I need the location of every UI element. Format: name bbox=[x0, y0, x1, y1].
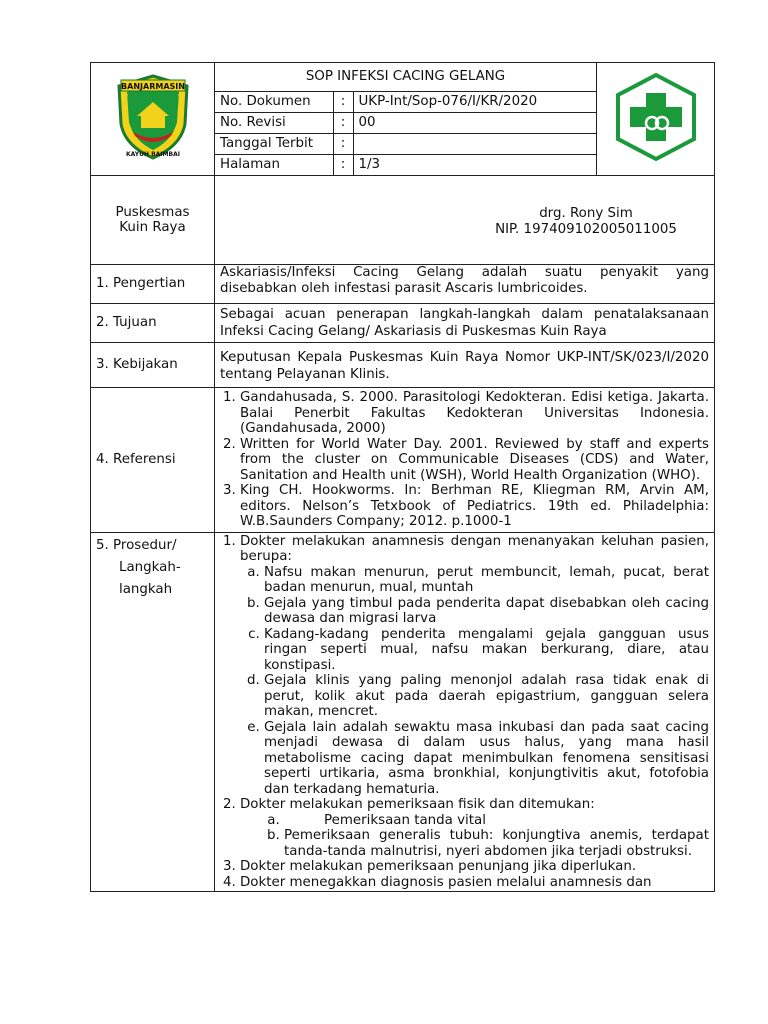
emblem-top-text: BANJARMASIN bbox=[120, 81, 185, 91]
anamnesis-list bbox=[240, 565, 709, 798]
header-info-cell bbox=[215, 63, 597, 176]
section-label: 4. Referensi bbox=[91, 388, 215, 533]
header-meta-table bbox=[215, 92, 596, 175]
meta-colon: : bbox=[333, 134, 353, 155]
meta-value bbox=[353, 134, 596, 155]
meta-label: Halaman bbox=[215, 155, 333, 176]
header-row bbox=[91, 63, 715, 176]
org-name-line1: Puskesmas bbox=[115, 204, 190, 220]
emblem-bottom-text: KAYUH BAIMBAI bbox=[125, 150, 180, 158]
meta-label: No. Revisi bbox=[215, 113, 333, 134]
meta-colon: : bbox=[333, 113, 353, 134]
org-row bbox=[91, 176, 715, 265]
section-text: Sebagai acuan penerapan langkah-langkah dalam penatalaksanaan Infeksi Cacing Gelang/ Askariasis di Puskesmas Kuin Raya bbox=[215, 304, 715, 343]
prosedur-steps-cell bbox=[215, 532, 715, 892]
section-pengertian bbox=[91, 265, 715, 304]
referensi-list bbox=[220, 390, 709, 530]
meta-colon: : bbox=[333, 155, 353, 176]
meta-row-halaman bbox=[215, 155, 596, 176]
referensi-list-cell bbox=[215, 388, 715, 533]
section-text: Askariasis/Infeksi Cacing Gelang adalah suatu penyakit yang disebabkan oleh infestasi parasit Ascaris lumbricoides. bbox=[215, 265, 715, 304]
procedure-step bbox=[240, 797, 709, 859]
signer-name: drg. Rony Sim bbox=[539, 206, 633, 221]
anamnesis-item: d. Gejala klinis yang paling menonjol adalah rasa tidak enak di perut, kolik akut pada daerah epigastrium, gangguan selera makan, mencret. bbox=[264, 673, 709, 720]
reference-item: 2. Written for World Water Day. 2001. Reviewed by staff and experts from the cluster on Communicable Diseases (CDS) and Water, Sanitation and Health unit (WSH), World Health Organization (WHO). bbox=[240, 437, 709, 484]
section-label: 3. Kebijakan bbox=[91, 343, 215, 388]
signature-block bbox=[471, 206, 701, 237]
anamnesis-item: c. Kadang-kadang penderita mengalami gejala gangguan usus ringan seperti mual, nafsu makan berkurang, diare, atau konstipasi. bbox=[264, 627, 709, 674]
reference-item: 1. Gandahusada, S. 2000. Parasitologi Kedokteran. Edisi ketiga. Jakarta. Balai Penerbit Fakultas Kedokteran Universitas Indonesia. (Gandahusada, 2000) bbox=[240, 390, 709, 437]
section-tujuan bbox=[91, 304, 715, 343]
reference-item: 3. King CH. Hookworms. In: Berhman RE, Kliegman RM, Arvin AM, editors. Nelson’s Tetxbook of Pediatrics. 19th ed. Philadelphia: W.B.Saunders Company; 2012. p.1000-1 bbox=[240, 483, 709, 530]
section-prosedur bbox=[91, 532, 715, 892]
section-label: 1. Pengertian bbox=[91, 265, 215, 304]
puskesmas-logo-cell bbox=[597, 63, 715, 176]
pemeriksaan-text: Pemeriksaan tanda vital bbox=[324, 812, 486, 828]
step-text: Dokter melakukan pemeriksaan fisik dan ditemukan: bbox=[240, 797, 595, 812]
prosedur-steps bbox=[220, 534, 709, 891]
banjarmasin-emblem-icon bbox=[113, 72, 193, 162]
prosedur-label-line1: 5. Prosedur/ bbox=[96, 537, 177, 553]
sop-document bbox=[90, 62, 714, 892]
meta-label: No. Dokumen bbox=[215, 92, 333, 113]
meta-value: 00 bbox=[353, 113, 596, 134]
step-text: Dokter melakukan anamnesis dengan menanyakan keluhan pasien, berupa: bbox=[240, 533, 709, 564]
prosedur-label-line3: langkah bbox=[119, 581, 173, 597]
pemeriksaan-item bbox=[284, 813, 709, 829]
meta-row-tanggal bbox=[215, 134, 596, 155]
anamnesis-item: a. Nafsu makan menurun, perut membuncit, lemah, pucat, berat badan menurun, mual, muntah bbox=[264, 565, 709, 596]
pemeriksaan-item: b. Pemeriksaan generalis tubuh: konjungtiva anemis, terdapat tanda-tanda malnutrisi, nyeri abdomen jika terjadi obstruksi. bbox=[284, 828, 709, 859]
document-title: SOP INFEKSI CACING GELANG bbox=[215, 63, 596, 92]
meta-colon: : bbox=[333, 92, 353, 113]
city-logo-cell bbox=[91, 63, 215, 176]
puskesmas-cross-icon bbox=[610, 73, 702, 161]
meta-row-revisi bbox=[215, 113, 596, 134]
meta-value: 1/3 bbox=[353, 155, 596, 176]
anamnesis-item: b. Gejala yang timbul pada penderita dapat disebabkan oleh cacing dewasa dan migrasi larva bbox=[264, 596, 709, 627]
meta-label: Tanggal Terbit bbox=[215, 134, 333, 155]
anamnesis-item: e. Gejala lain adalah sewaktu masa inkubasi dan pada saat cacing menjadi dewasa di dalam usus halus, yang mana hasil metabolisme cacing dapat menimbulkan fenomena sensitisasi seperti urtikaria, asma bronkhial, konjungtivitis akut, fotofobia dan terkadang hematuria. bbox=[264, 720, 709, 798]
section-text: Keputusan Kepala Puskesmas Kuin Raya Nomor UKP-INT/SK/023/I/2020 tentang Pelayanan Klinis. bbox=[215, 343, 715, 388]
prosedur-label-line2: Langkah- bbox=[119, 559, 181, 575]
signature-cell bbox=[215, 176, 715, 265]
sop-table bbox=[90, 62, 715, 892]
org-name-cell bbox=[91, 176, 215, 265]
section-label: 2. Tujuan bbox=[91, 304, 215, 343]
section-kebijakan bbox=[91, 343, 715, 388]
procedure-step: 3. Dokter melakukan pemeriksaan penunjang jika diperlukan. bbox=[240, 859, 709, 875]
org-name-line2: Kuin Raya bbox=[119, 220, 186, 235]
pemeriksaan-list bbox=[240, 813, 709, 860]
signer-nip: NIP. 197409102005011005 bbox=[495, 221, 677, 237]
section-referensi bbox=[91, 388, 715, 533]
procedure-step: 4. Dokter menegakkan diagnosis pasien melalui anamnesis dan bbox=[240, 875, 709, 891]
meta-value: UKP-Int/Sop-076/I/KR/2020 bbox=[353, 92, 596, 113]
section-label-prosedur bbox=[91, 532, 215, 892]
meta-row-dokumen bbox=[215, 92, 596, 113]
procedure-step bbox=[240, 534, 709, 798]
